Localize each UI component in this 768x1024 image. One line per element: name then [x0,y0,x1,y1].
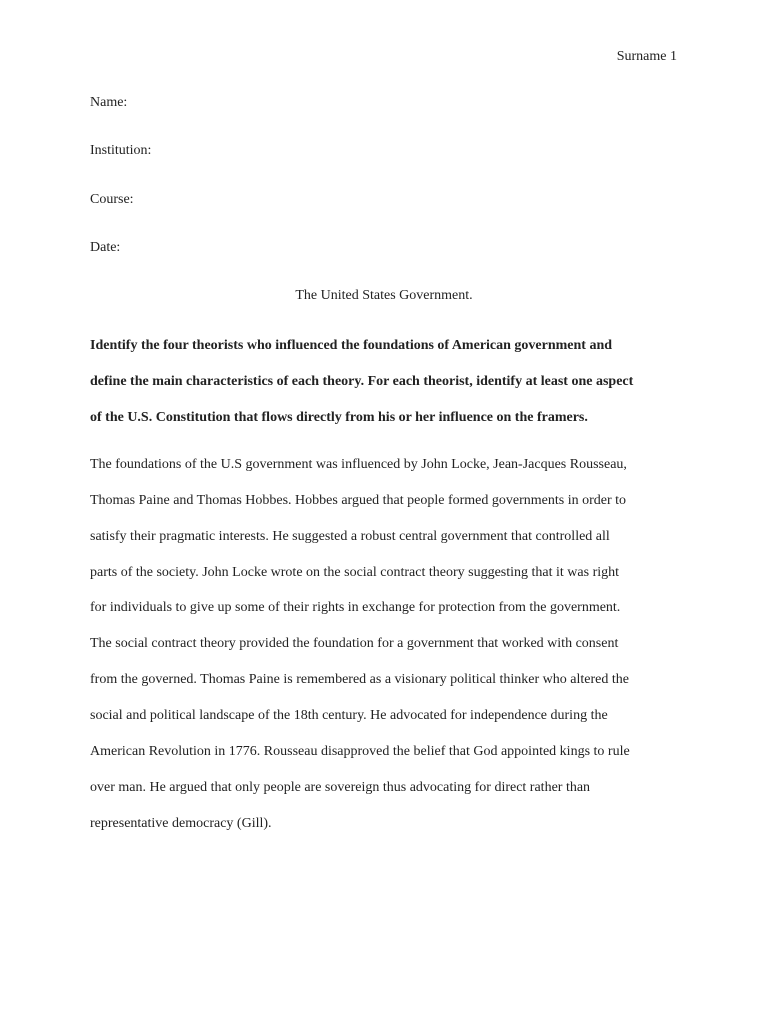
body-line: satisfy their pragmatic interests. He suggested a robust central government that controlled all [90,529,610,544]
name-line: Name: [90,95,128,110]
course-line: Course: [90,192,134,207]
body-line: The social contract theory provided the foundation for a government that worked with consent [90,636,619,651]
body-line: representative democracy (Gill). [90,816,272,831]
running-head: Surname 1 [616,49,677,64]
body-line: social and political landscape of the 18th century. He advocated for independence during the [90,708,608,723]
institution-line: Institution: [90,143,152,158]
prompt-line: Identify the four theorists who influenced the foundations of American government and [90,338,613,353]
body-line: over man. He argued that only people are sovereign thus advocating for direct rather than [90,780,591,795]
body-line: The foundations of the U.S government was influenced by John Locke, Jean-Jacques Rousseau, [90,457,627,472]
date-line: Date: [90,240,121,255]
body-line: for individuals to give up some of their rights in exchange for protection from the government. [90,600,621,615]
prompt-line: define the main characteristics of each theory. For each theorist, identify at least one aspect [90,374,634,389]
body-line: from the governed. Thomas Paine is remembered as a visionary political thinker who altered the [90,672,629,687]
prompt-line: of the U.S. Constitution that flows directly from his or her influence on the framers. [90,410,588,425]
body-line: parts of the society. John Locke wrote on the social contract theory suggesting that it was right [90,565,620,580]
body-line: American Revolution in 1776. Rousseau disapproved the belief that God appointed kings to rule [90,744,630,759]
document-title: The United States Government. [295,288,473,303]
body-line: Thomas Paine and Thomas Hobbes. Hobbes argued that people formed governments in order to [90,493,627,508]
